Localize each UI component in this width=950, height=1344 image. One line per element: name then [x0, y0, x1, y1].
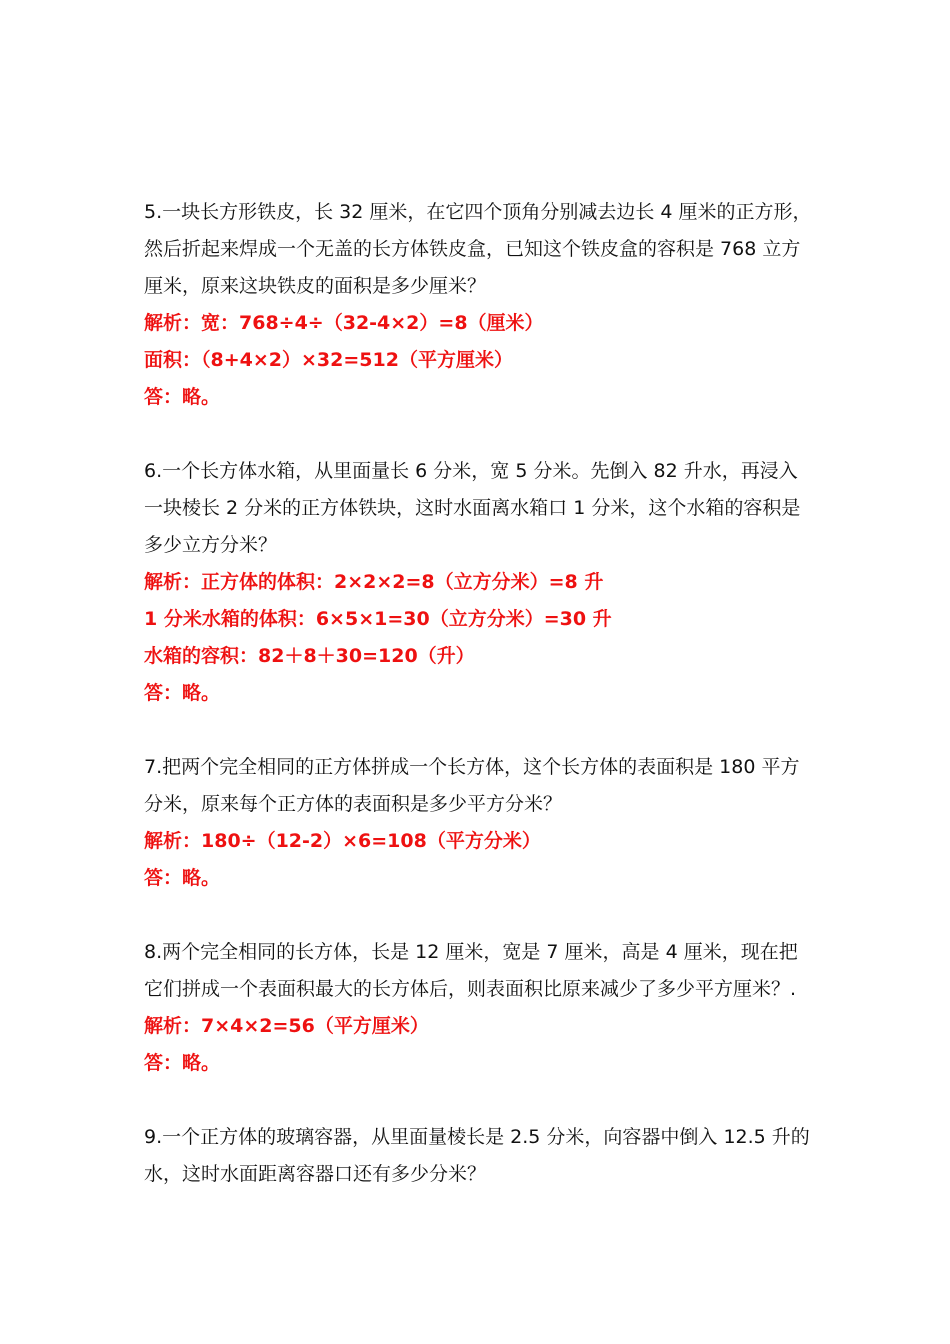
problem-5 [144, 194, 812, 416]
answer-line: 答：略。 [144, 867, 221, 889]
problem-list [144, 194, 812, 1230]
problem-7 [144, 749, 812, 897]
solution-line: 面积：（8+4×2）×32=512（平方厘米） [144, 349, 513, 371]
solution-line: 解析：7×4×2=56（平方厘米） [144, 1015, 429, 1037]
problem-question: 7.把两个完全相同的正方体拼成一个长方体，这个长方体的表面积是 180 平方分米，原来每个正方体的表面积是多少平方分米？ [144, 756, 800, 815]
answer-line: 答：略。 [144, 1052, 221, 1074]
solution-line: 1 分米水箱的体积：6×5×1=30（立方分米）=30 升 [144, 608, 612, 630]
problem-question: 9.一个正方体的玻璃容器，从里面量棱长是 2.5 分米，向容器中倒入 12.5 升的水，这时水面距离容器口还有多少分米？ [144, 1126, 810, 1185]
solution-line: 水箱的容积：82＋8＋30=120（升） [144, 645, 475, 667]
solution-line: 解析：180÷（12-2）×6=108（平方分米） [144, 830, 541, 852]
answer-line: 答：略。 [144, 386, 221, 408]
problem-8 [144, 934, 812, 1082]
problem-question: 5.一块长方形铁皮，长 32 厘米，在它四个顶角分别减去边长 4 厘米的正方形，然后折起来焊成一个无盖的长方体铁皮盒，已知这个铁皮盒的容积是 768 立方厘米，原来这块铁皮的面积是多少厘米？ [144, 201, 812, 297]
problem-9 [144, 1119, 812, 1193]
answer-line: 答：略。 [144, 682, 221, 704]
problem-question: 6.一个长方体水箱，从里面量长 6 分米，宽 5 分米。先倒入 82 升水，再浸入一块棱长 2 分米的正方体铁块，这时水面离水箱口 1 分米，这个水箱的容积是多少立方分米？ [144, 460, 801, 556]
solution-line: 解析：正方体的体积：2×2×2=8（立方分米）=8 升 [144, 571, 604, 593]
problem-question: 8.两个完全相同的长方体，长是 12 厘米，宽是 7 厘米，高是 4 厘米，现在把它们拼成一个表面积最大的长方体后，则表面积比原来减少了多少平方厘米？. [144, 941, 798, 1000]
solution-line: 解析：宽：768÷4÷（32-4×2）=8（厘米） [144, 312, 544, 334]
problem-6 [144, 453, 812, 712]
